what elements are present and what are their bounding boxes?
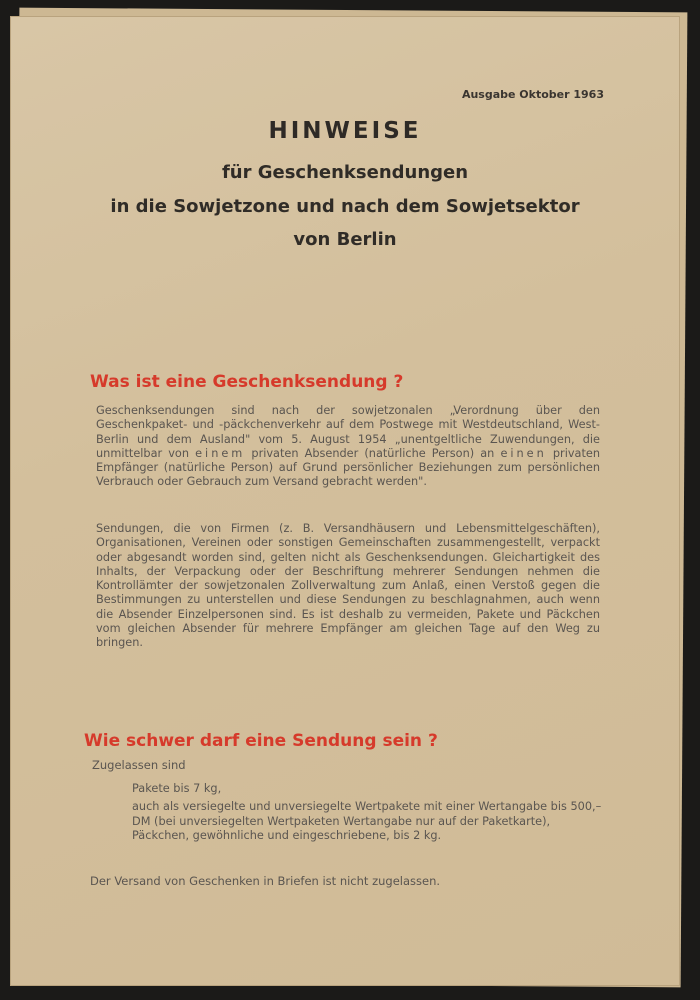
edition-label: Ausgabe Oktober 1963 bbox=[461, 88, 604, 101]
admitted-label: Zugelassen sind bbox=[92, 758, 186, 772]
paragraph-definition bbox=[96, 404, 600, 490]
page-title: HINWEISE bbox=[268, 118, 422, 144]
subtitle-line-3: von Berlin bbox=[293, 229, 397, 250]
list-item-valued-packages: auch als versiegelte und unversiegelte Wertpakete mit einer Wertangabe bis 500,– DM (bei unversiegelten Wertpaketen Wertangabe nur auf der Paketkarte), bbox=[132, 800, 602, 828]
document-page bbox=[10, 16, 680, 986]
section-heading-weight: Wie schwer darf eine Sendung sein ? bbox=[84, 731, 438, 751]
subtitle-line-2: in die Sowjetzone und nach dem Sowjetsektor bbox=[110, 196, 580, 217]
definition-text-e: privaten Empfänger (natürliche Person) auf Grund persönlicher Beziehungen zum persönlichen Verbrauch oder Gebrauch zum Versand gebracht werden". bbox=[96, 446, 600, 489]
paragraph-firm-shipments: Sendungen, die von Firmen (z. B. Versandhäusern und Lebensmittelgeschäften), Organisationen, Vereinen oder sonstigen Gemeinschaften zusammengestellt, verpackt oder abgesandt worden sind, gelten nicht als Geschenksendungen. Gleichartigkeit des Inhalts, der Verpackung oder der Beschriftung mehrerer Sendungen nehmen die Kontrollämter der sowjetzonalen Zollverwaltung zum Anlaß, einen Verstoß gegen die Bestimmungen zu unterstellen und diese Sendungen zu beschlagnahmen, auch wenn die Absender Einzelpersonen sind. Es ist deshalb zu vermeiden, Pakete und Päckchen vom gleichen Absender für mehrere Empfänger am gleichen Tage auf den Weg zu bringen. bbox=[96, 522, 600, 650]
section-heading-what-is-gift: Was ist eine Geschenksendung ? bbox=[90, 372, 404, 392]
definition-emphasis-one-sender: einem bbox=[195, 446, 246, 460]
weight-limits-list bbox=[132, 782, 602, 843]
list-item-small-packages: Päckchen, gewöhnliche und eingeschriebene, bis 2 kg. bbox=[132, 828, 442, 842]
definition-text-c: privaten Absender (natürliche Person) an bbox=[245, 446, 501, 460]
definition-emphasis-one-recipient: einen bbox=[500, 446, 547, 460]
definition-text-a: Geschenksendungen sind nach der sowjetzonalen „Verordnung über den Geschenkpaket- und -päckchenverkehr auf dem Postwege mit Westdeutschland, West-Berlin und dem Ausland" vom 5. August 1954 „unentgeltliche Zuwendungen, die unmittelbar von bbox=[96, 404, 600, 460]
letters-not-allowed-note: Der Versand von Geschenken in Briefen ist nicht zugelassen. bbox=[90, 874, 441, 888]
list-item-packages: Pakete bis 7 kg, bbox=[132, 782, 222, 795]
subtitle-line-1: für Geschenksendungen bbox=[221, 162, 469, 183]
